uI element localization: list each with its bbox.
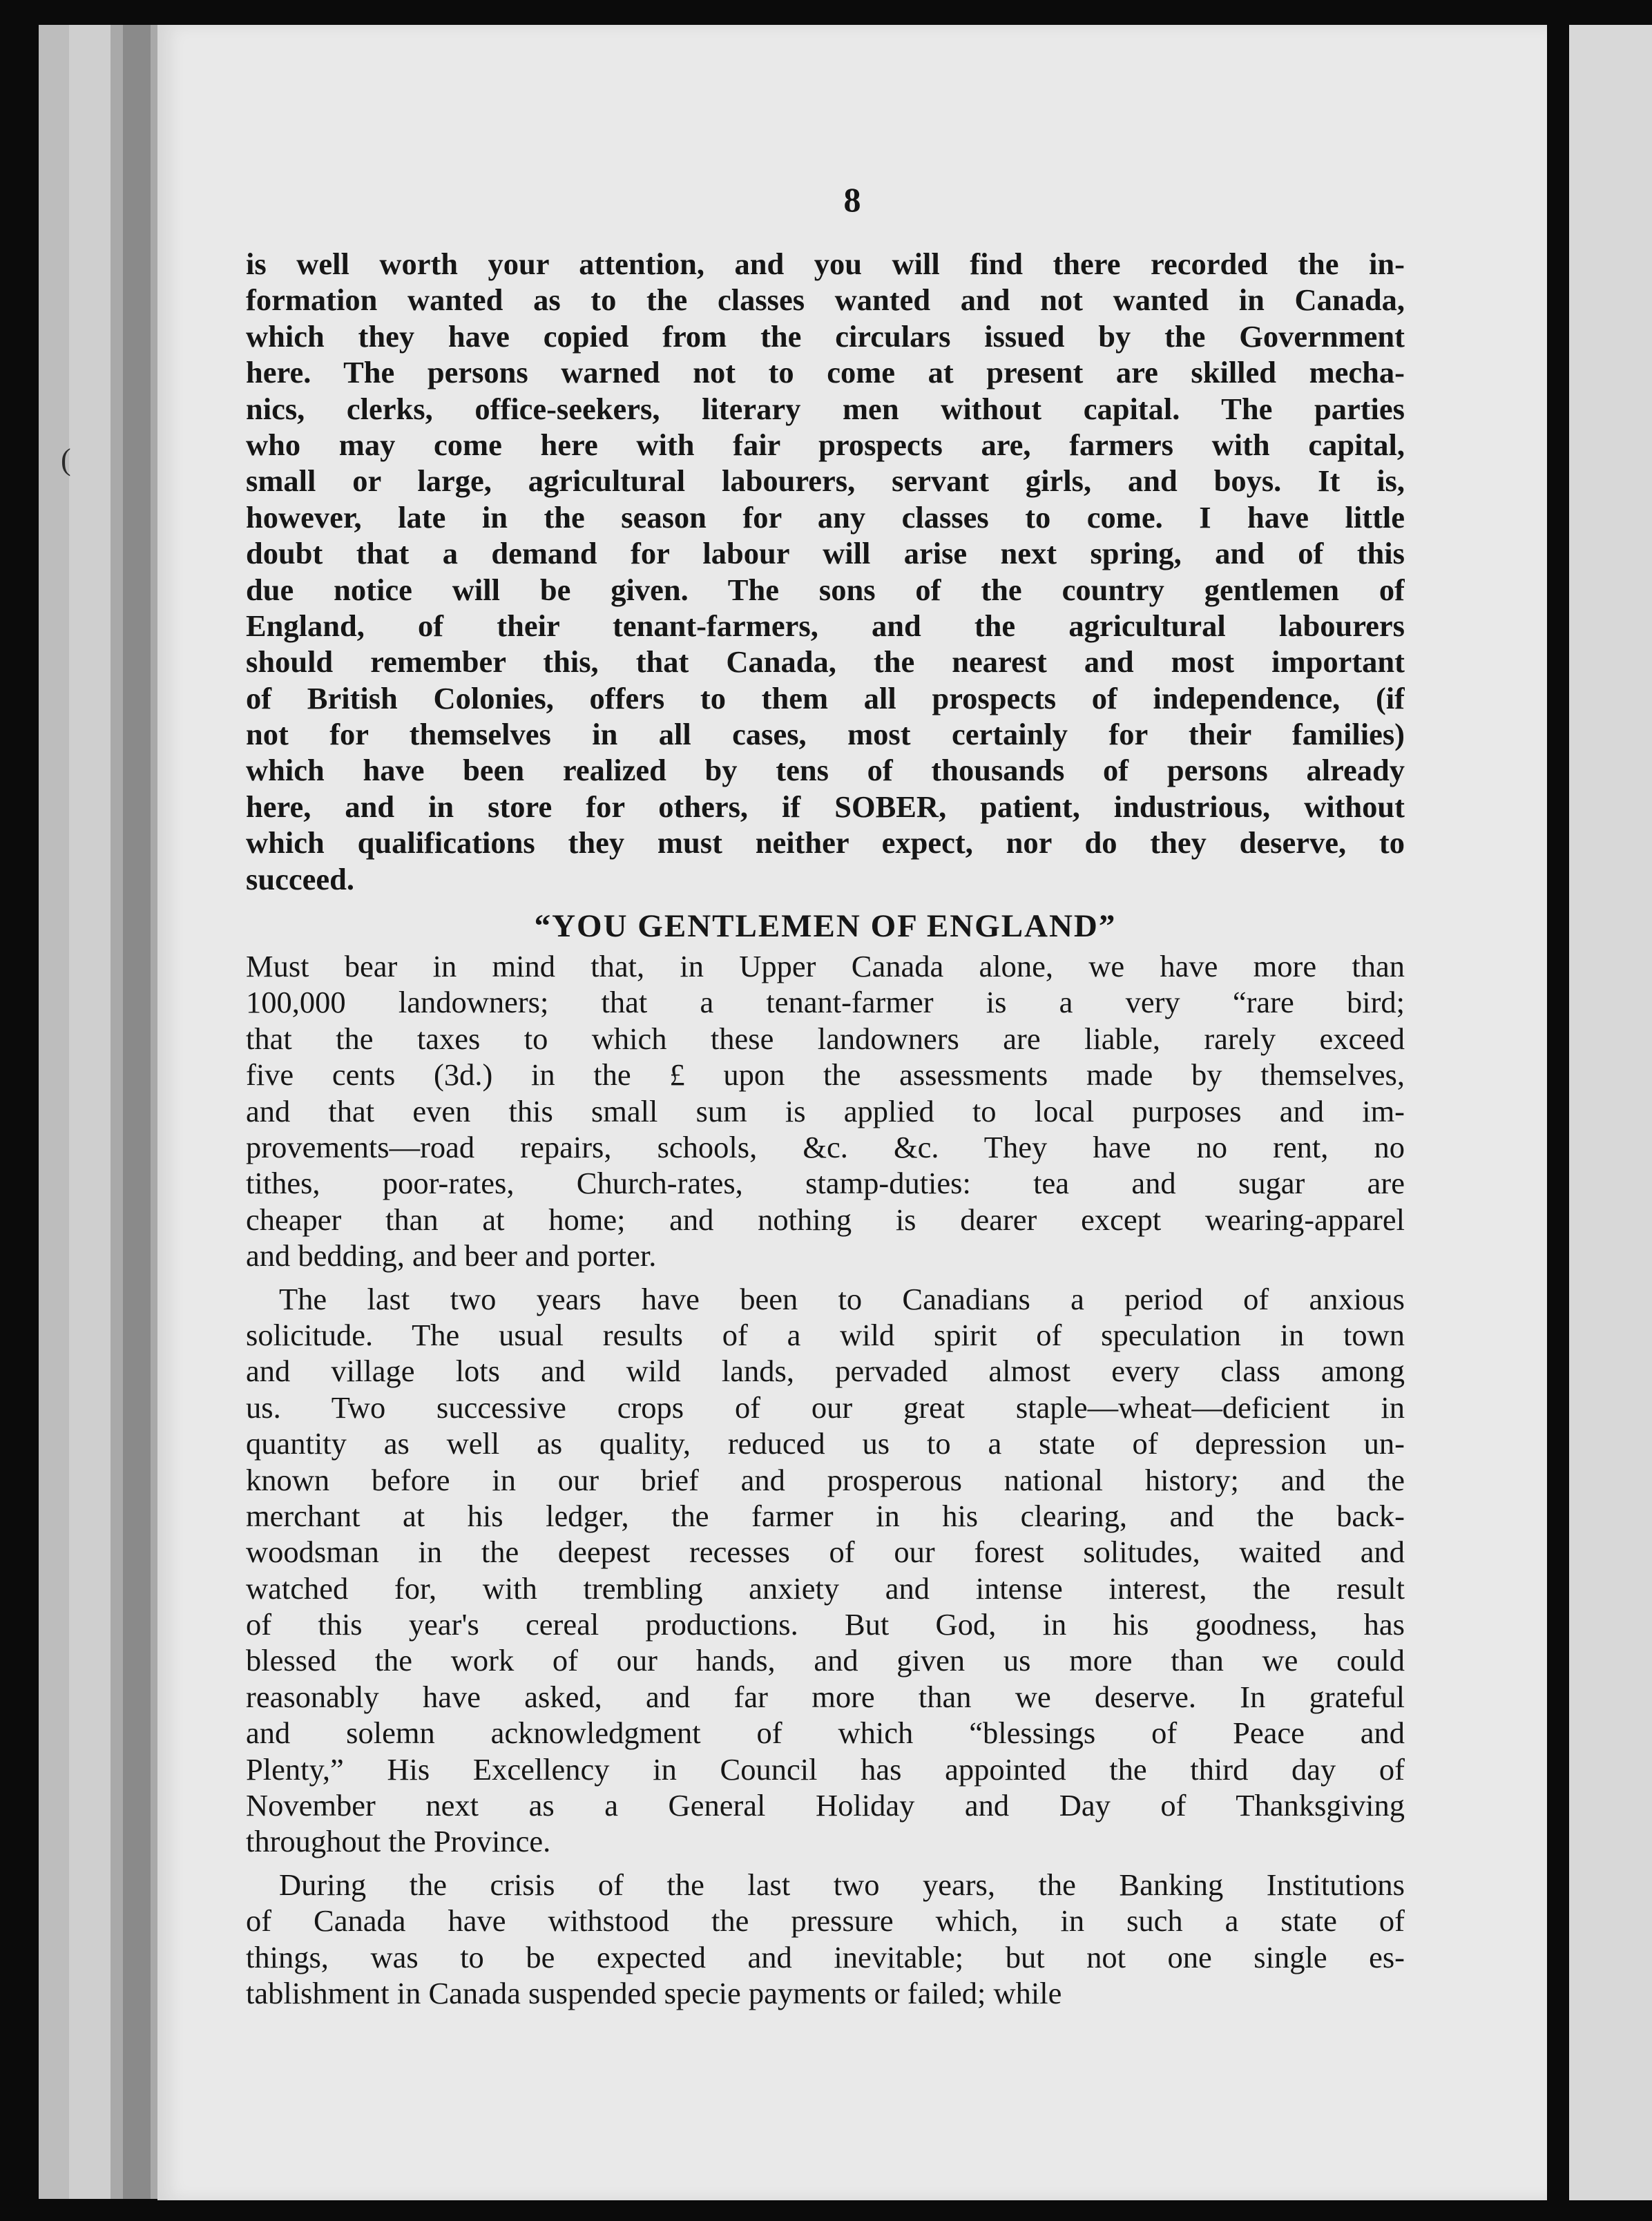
text-line: tithes, poor-rates, Church-rates, stamp-duties: tea and sugar are xyxy=(246,1166,1405,1201)
text-line: and solemn acknowledgment of which “blessings of Peace and xyxy=(246,1715,1405,1751)
text-line: nics, clerks, office-seekers, literary men without capital. The parties xyxy=(246,391,1405,426)
text-line: provements—road repairs, schools, &c. &c. They have no rent, no xyxy=(246,1129,1405,1164)
text-line: and bedding, and beer and porter. xyxy=(246,1238,657,1273)
page-edge xyxy=(69,25,111,2199)
text-line: and village lots and wild lands, pervaded almost every class among xyxy=(246,1354,1405,1389)
text-line: of this year's cereal productions. But God, in his goodness, has xyxy=(246,1607,1405,1642)
text-line: here. The persons warned not to come at present are skilled mecha- xyxy=(246,355,1405,390)
text-line: Must bear in mind that, in Upper Canada alone, we have more than xyxy=(246,949,1405,984)
text-line: five cents (3d.) in the £ upon the assessments made by themselves, xyxy=(246,1057,1405,1093)
page-number: 8 xyxy=(843,180,861,219)
text-line: quantity as well as quality, reduced us to a state of depression un- xyxy=(246,1426,1405,1461)
text-line: of British Colonies, offers to them all prospects of independence, (if xyxy=(246,680,1405,715)
text-line: merchant at his ledger, the farmer in his clearing, and the back- xyxy=(246,1498,1405,1533)
text-line: Plenty,” His Excellency in Council has appointed the third day of xyxy=(246,1751,1405,1787)
text-line: throughout the Province. xyxy=(246,1824,551,1859)
text-line: things, was to be expected and inevitable; but not one single es- xyxy=(246,1939,1405,1974)
text-line: The last two years have been to Canadians a period of anxious xyxy=(279,1281,1405,1316)
text-line: 100,000 landowners; that a tenant-farmer is a very “rare bird; xyxy=(246,985,1405,1020)
text-line: tablishment in Canada suspended specie payments or failed; while xyxy=(246,1975,1062,2010)
text-line: however, late in the season for any classes to come. I have little xyxy=(246,499,1405,535)
text-line: succeed. xyxy=(246,861,354,896)
paragraph xyxy=(246,948,1405,1274)
text-line: small or large, agricultural labourers, servant girls, and boys. It is, xyxy=(246,463,1405,499)
text-line: and that even this small sum is applied to local purposes and im- xyxy=(246,1093,1405,1128)
page-edge xyxy=(123,25,151,2199)
text-line: should remember this, that Canada, the nearest and most important xyxy=(246,644,1405,680)
text-line: reasonably have asked, and far more than we deserve. In grateful xyxy=(246,1679,1405,1714)
facing-page-edge xyxy=(1554,25,1652,2200)
text-line: woodsman in the deepest recesses of our forest solitudes, waited and xyxy=(246,1535,1405,1570)
text-line: due notice will be given. The sons of the country gentlemen of xyxy=(246,572,1405,607)
section-heading: “YOU GENTLEMEN OF ENGLAND” xyxy=(534,908,1117,945)
text-line: blessed the work of our hands, and given us more than we could xyxy=(246,1643,1405,1678)
text-line: which have been realized by tens of thousands of persons already xyxy=(246,753,1405,788)
text-line: who may come here with fair prospects are, farmers with capital, xyxy=(246,427,1405,462)
page-text xyxy=(246,246,1405,2011)
text-line: England, of their tenant-farmers, and the agricultural labourers xyxy=(246,608,1405,643)
margin-mark: ( xyxy=(61,443,71,477)
text-line: here, and in store for others, if SOBER, patient, industrious, without xyxy=(246,789,1405,824)
text-line: known before in our brief and prosperous national history; and the xyxy=(246,1462,1405,1497)
bold-paragraph xyxy=(246,246,1405,897)
paragraph xyxy=(246,1281,1405,1860)
body-paragraphs xyxy=(246,948,1405,2011)
text-line: is well worth your attention, and you will find there recorded the in- xyxy=(246,247,1405,281)
text-line: solicitude. The usual results of a wild spirit of speculation in town xyxy=(246,1317,1405,1352)
text-line: November next as a General Holiday and Day of Thanksgiving xyxy=(246,1788,1405,1823)
text-line: which they have copied from the circulars issued by the Government xyxy=(246,318,1405,354)
paragraph xyxy=(246,1867,1405,2012)
text-line: cheaper than at home; and nothing is dearer except wearing-apparel xyxy=(246,1202,1405,1237)
text-line: doubt that a demand for labour will arise next spring, and of this xyxy=(246,536,1405,571)
text-line: not for themselves in all cases, most certainly for their families) xyxy=(246,717,1405,752)
text-line: us. Two successive crops of our great staple—wheat—deficient in xyxy=(246,1390,1405,1425)
text-line: that the taxes to which these landowners are liable, rarely exceed xyxy=(246,1021,1405,1056)
text-line: formation wanted as to the classes wanted and not wanted in Canada, xyxy=(246,282,1405,318)
text-line: of Canada have withstood the pressure which, in such a state of xyxy=(246,1903,1405,1939)
text-line: watched for, with trembling anxiety and intense interest, the result xyxy=(246,1570,1405,1606)
text-line: During the crisis of the last two years, the Banking Institutions xyxy=(279,1867,1405,1902)
text-line: which qualifications they must neither expect, nor do they deserve, to xyxy=(246,825,1405,860)
